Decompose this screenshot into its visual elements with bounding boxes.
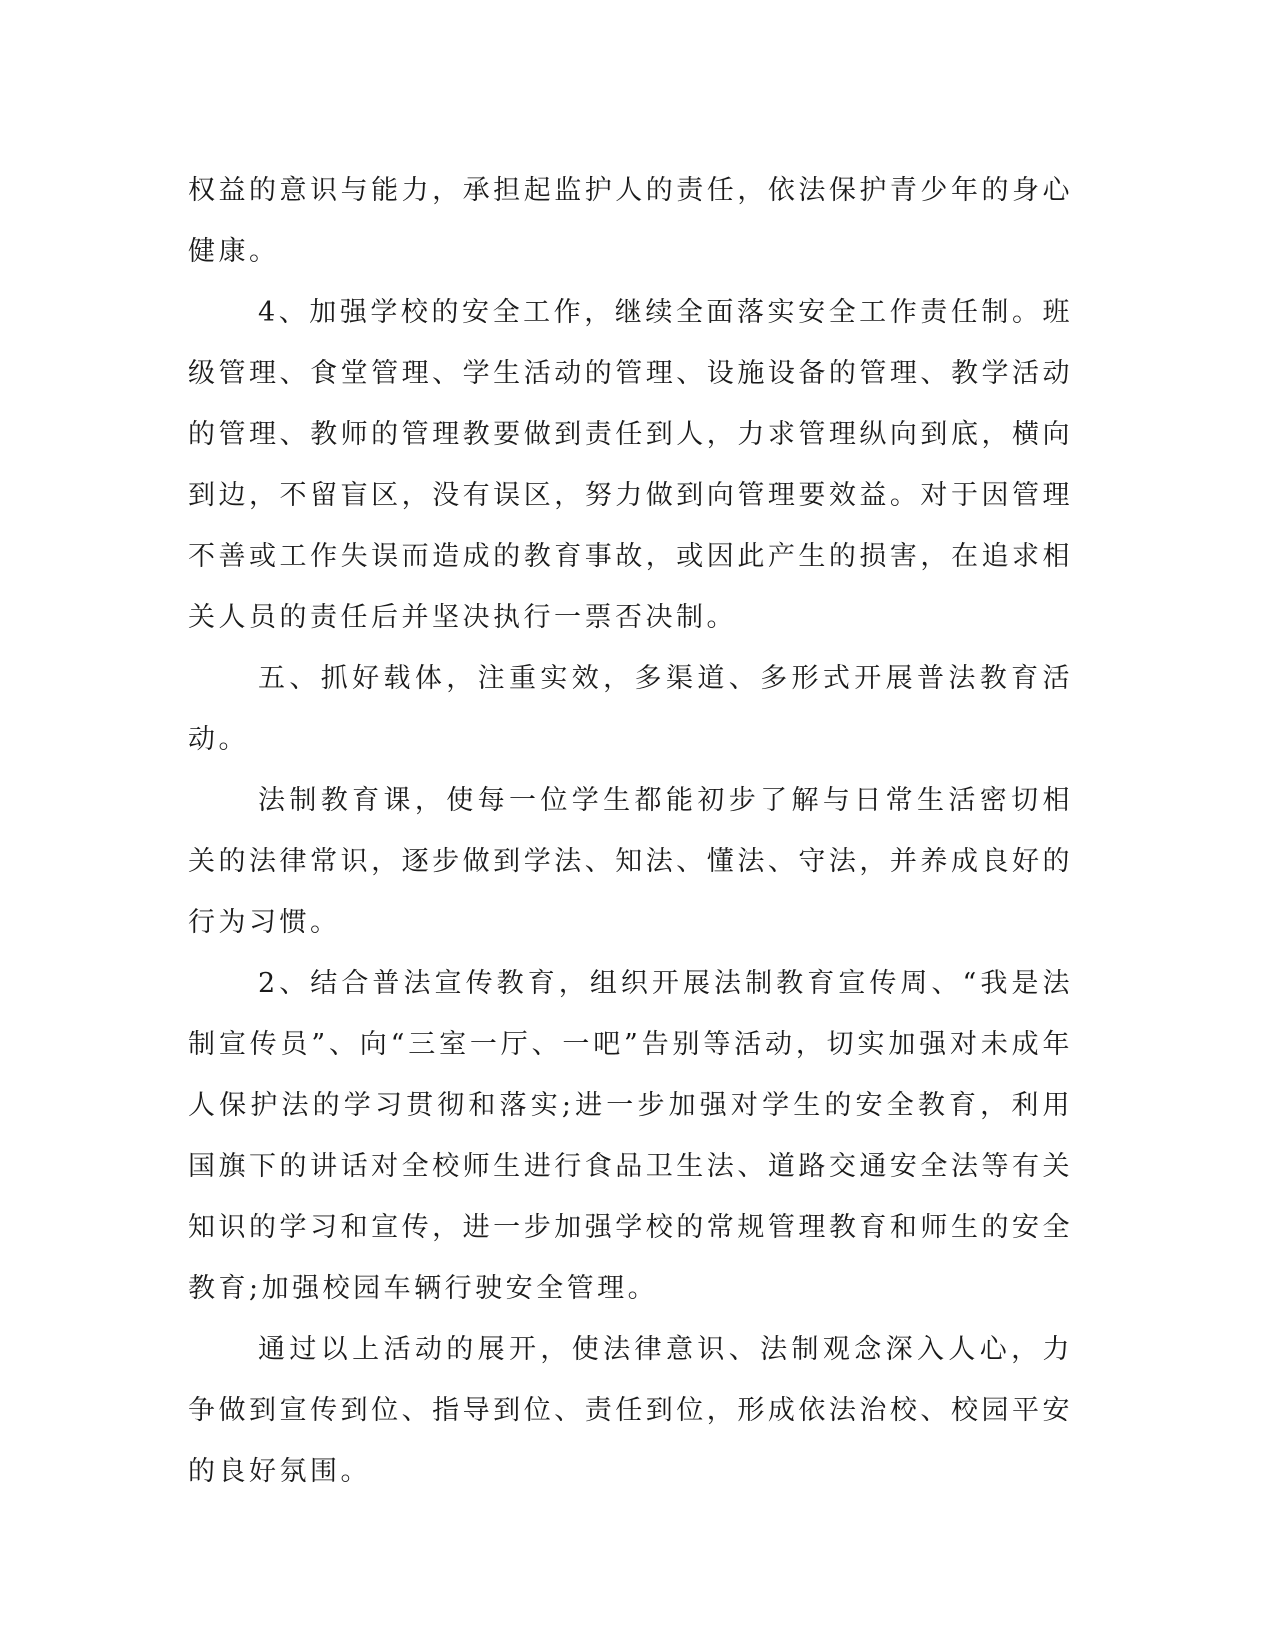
paragraph-2: 4、加强学校的安全工作，继续全面落实安全工作责任制。班级管理、食堂管理、学生活动的管理、设施设备的管理、教学活动的管理、教师的管理教要做到责任到人，力求管理纵向到底，横向到边，不留盲区，没有误区，努力做到向管理要效益。对于因管理不善或工作失误而造成的教育事故，或因此产生的损害，在追求相关人员的责任后并坚决执行一票否决制。 bbox=[188, 297, 1073, 633]
paragraph-1: 权益的意识与能力，承担起监护人的责任，依法保护青少年的身心健康。 bbox=[188, 175, 1073, 267]
paragraph-3: 五、抓好载体，注重实效，多渠道、多形式开展普法教育活动。 bbox=[188, 663, 1073, 755]
document-body bbox=[188, 160, 1073, 1502]
paragraph-4: 法制教育课，使每一位学生都能初步了解与日常生活密切相关的法律常识，逐步做到学法、知法、懂法、守法，并养成良好的行为习惯。 bbox=[188, 785, 1073, 938]
paragraph-6: 通过以上活动的展开，使法律意识、法制观念深入人心，力争做到宣传到位、指导到位、责任到位，形成依法治校、校园平安的良好氛围。 bbox=[188, 1334, 1073, 1487]
paragraph-5: 2、结合普法宣传教育，组织开展法制教育宣传周、“我是法制宣传员”、向“三室一厅、一吧”告别等活动，切实加强对未成年人保护法的学习贯彻和落实;进一步加强对学生的安全教育，利用国旗下的讲话对全校师生进行食品卫生法、道路交通安全法等有关知识的学习和宣传，进一步加强学校的常规管理教育和师生的安全教育;加强校园车辆行驶安全管理。 bbox=[188, 968, 1073, 1304]
